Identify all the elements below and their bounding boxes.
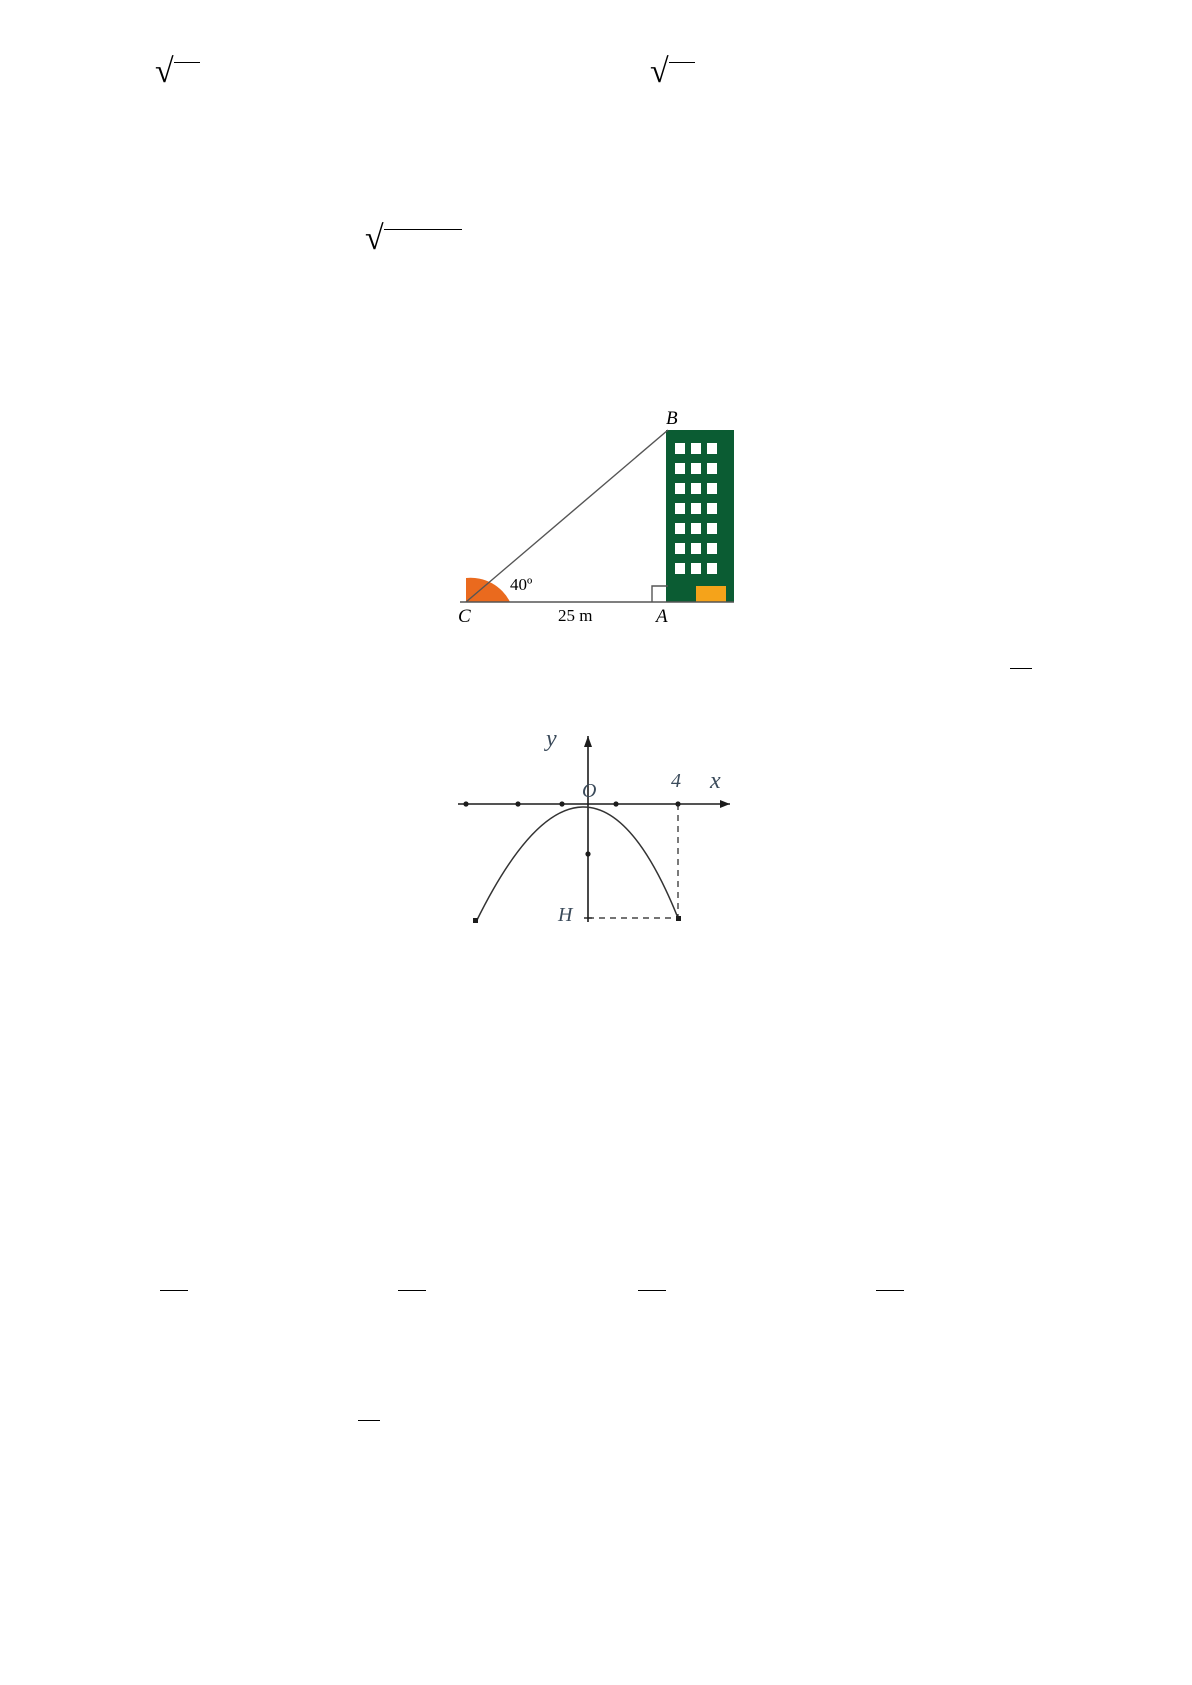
right-angle-marker <box>652 586 668 602</box>
label-point-C: C <box>458 606 471 627</box>
label-axis-y: y <box>546 726 557 752</box>
label-distance-25m: 25 m <box>558 606 593 625</box>
label-point-A: A <box>656 606 668 627</box>
parabola-curve <box>476 807 678 922</box>
figure-parabola <box>440 722 760 942</box>
fraction-rule-row-1 <box>160 1290 188 1291</box>
radical-symbol: √ <box>155 53 174 90</box>
curve-endpoint-left <box>473 918 478 923</box>
building-door <box>696 586 726 602</box>
label-axis-x: x <box>710 768 721 794</box>
label-origin-O: O <box>582 780 597 802</box>
fraction-rule-row-4 <box>876 1290 904 1291</box>
parabola-diagram-svg <box>440 722 760 942</box>
radical-top-left <box>155 55 200 89</box>
y-axis-arrow <box>584 736 592 747</box>
fraction-rule-row-3 <box>638 1290 666 1291</box>
fraction-rule-row-2 <box>398 1290 426 1291</box>
radical-bar <box>174 62 200 63</box>
building-diagram-svg <box>448 408 758 638</box>
figure-angle-of-elevation <box>448 408 758 638</box>
label-angle-40: 40º <box>510 575 533 594</box>
label-point-H: H <box>558 904 573 926</box>
radical-top-right <box>650 55 695 89</box>
radical-symbol: √ <box>650 53 669 90</box>
radical-bar <box>384 229 462 230</box>
label-x-intercept-4: 4 <box>671 770 681 792</box>
line-CB <box>466 430 668 602</box>
y-axis-dot <box>585 851 590 856</box>
fraction-rule-right-margin <box>1010 668 1032 669</box>
angle-sector <box>466 578 510 602</box>
x-axis-arrow <box>720 800 730 808</box>
radical-bar <box>669 62 695 63</box>
radical-symbol: √ <box>365 220 384 257</box>
radical-mid-left <box>365 222 462 256</box>
building-body <box>666 430 734 602</box>
label-point-B: B <box>666 408 678 429</box>
fraction-rule-bottom <box>358 1420 380 1421</box>
